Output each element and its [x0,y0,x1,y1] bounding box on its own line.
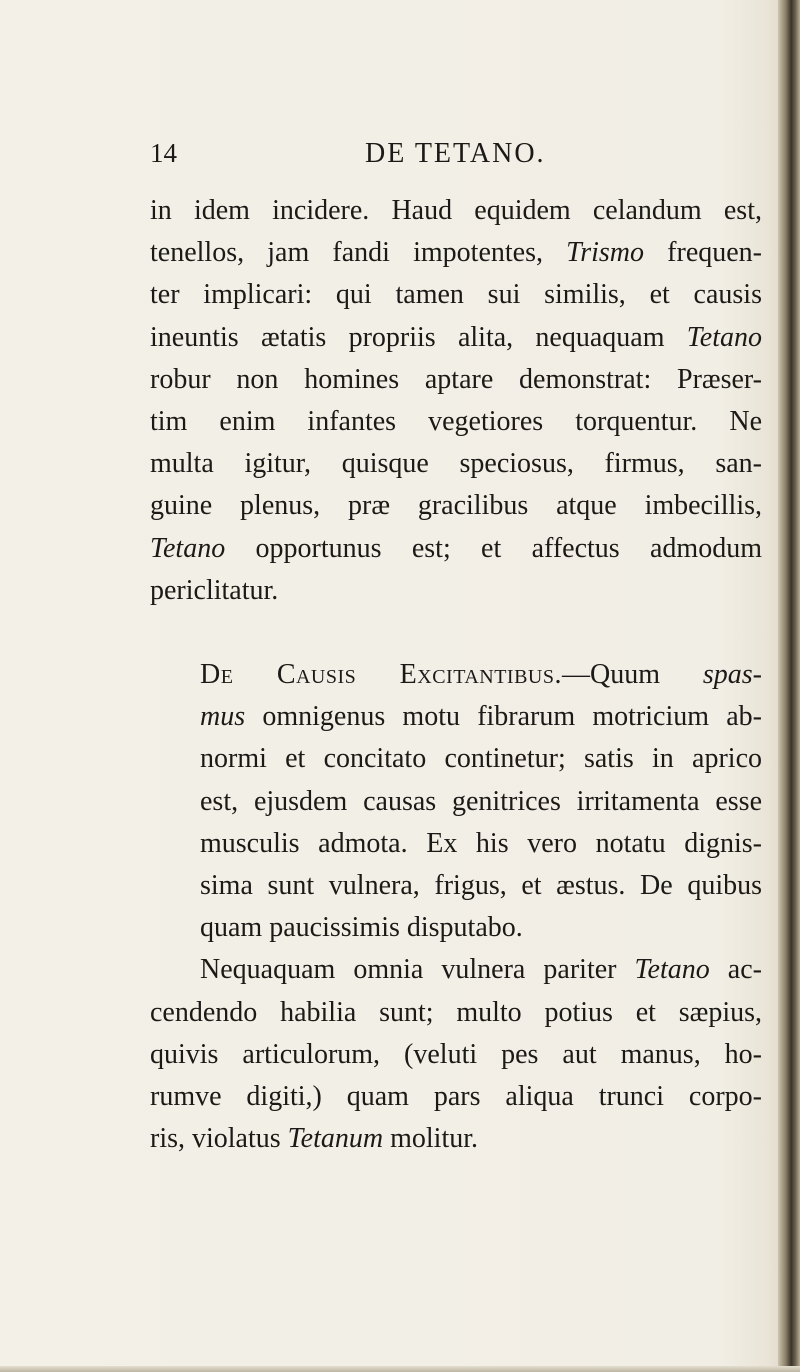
text-line [150,1076,762,1118]
page-header [0,138,800,178]
text-line [150,992,762,1034]
text-span: ineuntis ætatis propriis alita, nequaquam [150,321,687,353]
italic-term: Trismo [566,237,644,269]
text-span: molitur. [383,1123,479,1155]
italic-term: mus [200,701,246,733]
text-line [150,696,762,738]
text-span: rumve digiti,) quam pars aliqua trunci corpo- [150,1081,762,1113]
text-line [150,865,762,907]
page-edge-binding [778,0,800,1372]
text-span: quivis articulorum, (veluti pes aut manus, ho- [150,1038,762,1070]
section-heading: De Causis Excitantibus. [200,659,562,691]
text-line [150,570,762,612]
text-line [150,274,762,316]
text-line [150,738,762,780]
running-title: DE TETANO. [365,138,546,169]
italic-term: Tetano [686,321,762,353]
text-line [150,1034,762,1076]
text-span: in idem incidere. Haud equidem celandum est, [150,195,762,226]
text-span: ris, violatus [150,1123,288,1155]
text-span: sima sunt vulnera, frigus, et æstus. De quibus [200,870,762,902]
text-span: Nequaquam omnia vulnera pariter [200,954,635,986]
text-span: tim enim infantes vegetiores torquentur. Ne [150,406,762,438]
page-number: 14 [150,138,177,168]
text-line [150,359,762,401]
text-span: quam paucissimis disputabo. [200,912,523,944]
page-bottom-edge [0,1366,800,1372]
text-line [150,1118,762,1160]
text-span: guine plenus, præ gracilibus atque imbecillis, [150,490,762,522]
text-span: multa igitur, quisque speciosus, firmus, san- [150,448,762,480]
text-line [150,823,762,865]
text-span: musculis admota. Ex his vero notatu dignis- [200,827,762,859]
text-span: omnigenus motu fibrarum motricium ab- [245,701,762,733]
text-span: frequen- [644,237,762,269]
text-line [150,907,762,949]
text-line [150,401,762,443]
text-line [150,654,762,696]
text-span: ac- [709,954,762,986]
paragraph-2 [150,654,762,949]
paragraph-1 [150,190,762,612]
text-line [150,781,762,823]
text-span: robur non homines aptare demonstrat: Præser- [150,363,762,395]
text-line [150,485,762,527]
text-span: tenellos, jam fandi impotentes, [150,237,567,269]
italic-term: spas- [702,659,762,691]
text-line [150,317,762,359]
text-span: est, ejusdem causas genitrices irritamenta esse [200,785,762,817]
text-span: —Quum [562,659,703,691]
text-span: normi et concitato continetur; satis in aprico [200,743,762,775]
body-text [150,190,762,1160]
paragraph-3 [150,949,762,1160]
text-span: periclitatur. [150,574,279,606]
italic-term: Tetano [634,954,710,986]
italic-term: Tetanum [287,1123,384,1155]
text-span: ter implicari: qui tamen sui similis, et causis [150,279,762,311]
text-span: cendendo habilia sunt; multo potius et sæpius, [150,996,762,1028]
text-line [150,443,762,485]
text-line [150,232,762,274]
text-span: opportunus est; et affectus admodum [225,532,762,564]
text-line [150,949,762,991]
text-line [150,190,762,232]
italic-term: Tetano [150,532,226,564]
text-line [150,528,762,570]
